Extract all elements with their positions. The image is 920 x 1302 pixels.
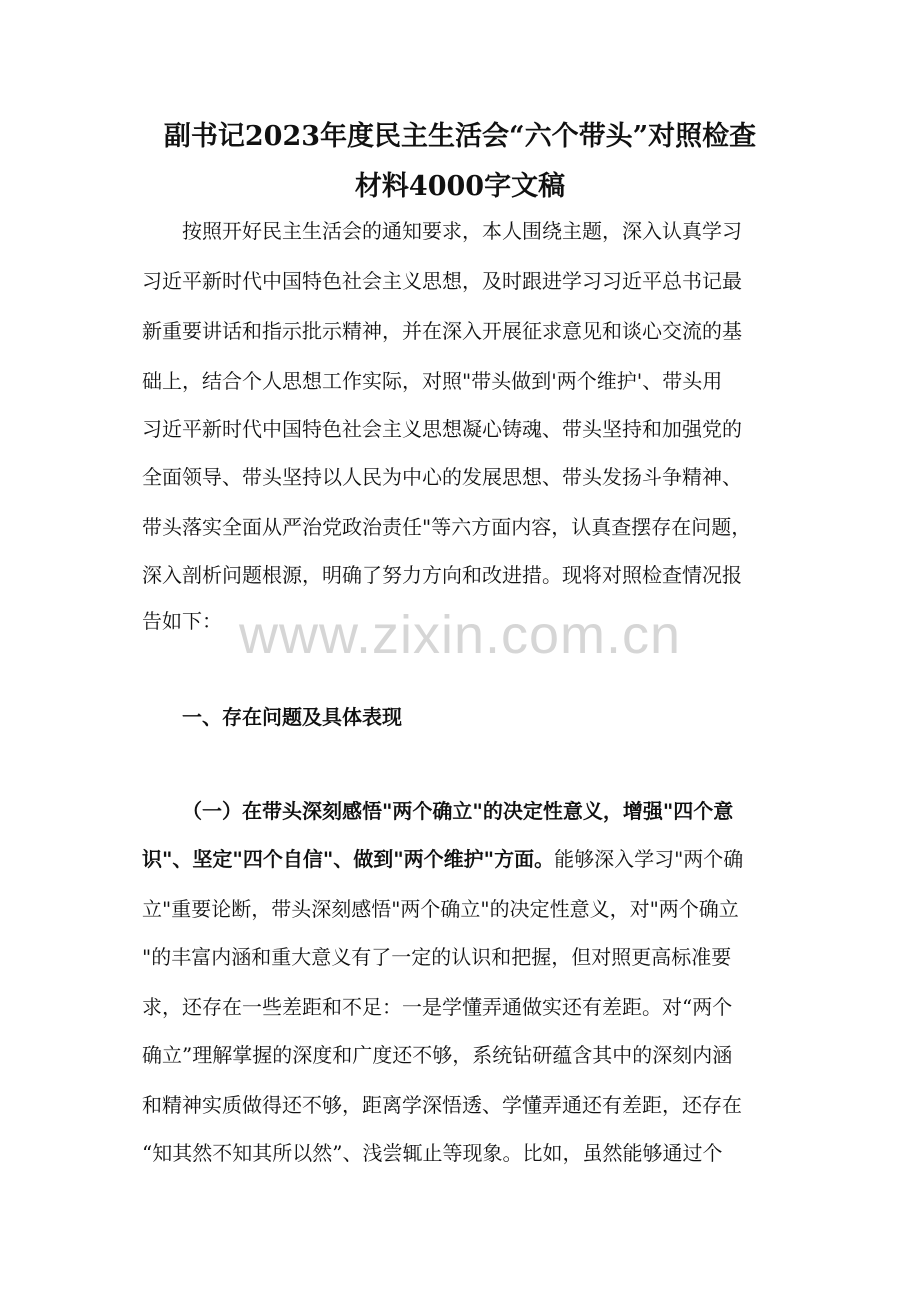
subsection-heading-end: 识"、坚定"四个自信"、做到"两个维护"方面。 [142, 847, 555, 871]
title-line-1: 副书记2023年度民主生活会“六个带头”对照检查 [163, 121, 757, 152]
body-line: 求，还存在一些差距和不足：一是学懂弄通做实还有差距。对“两个 [142, 995, 733, 1019]
intro-line: 习近平新时代中国特色社会主义思想凝心铸魂、带头坚持和加强党的 [142, 417, 742, 441]
intro-line: 础上，结合个人思想工作实际，对照"带头做到'两个维护'、带头用 [142, 369, 723, 393]
watermark: www.zixin.com.cn [238, 605, 682, 665]
intro-line: 新重要讲话和指示批示精神，并在深入开展征求意见和谈心交流的基 [142, 319, 742, 343]
title-line-2: 材料4000字文稿 [354, 171, 566, 202]
section-heading: 一、存在问题及具体表现 [182, 705, 402, 729]
body-line: "的丰富内涵和重大意义有了一定的认识和把握，但对照更高标准要 [142, 945, 732, 969]
body-line: 确立”理解掌握的深度和广度还不够，系统钻研蕴含其中的深刻内涵 [142, 1043, 733, 1067]
intro-line: 按照开好民主生活会的通知要求，本人围绕主题，深入认真学习 [182, 219, 742, 243]
body-line: “知其然不知其所以然”、浅尝辄止等现象。比如，虽然能够通过个 [142, 1141, 723, 1165]
intro-line: 带头落实全面从严治党政治责任"等六方面内容，认真查摆存在问题， [142, 515, 752, 539]
body-line: 和精神实质做得还不够，距离学深悟透、学懂弄通还有差距，还存在 [142, 1093, 742, 1117]
body-line: 立"重要论断，带头深刻感悟"两个确立"的决定性意义，对"两个确立 [142, 897, 739, 921]
intro-line: 习近平新时代中国特色社会主义思想，及时跟进学习习近平总书记最 [142, 269, 742, 293]
subsection-line [142, 844, 792, 874]
subsection-text: 能够深入学习"两个确 [554, 847, 744, 871]
intro-line: 深入剖析问题根源，明确了努力方向和改进措。现将对照检查情况报 [142, 563, 742, 587]
intro-line: 告如下： [142, 609, 222, 633]
subsection-heading: （一）在带头深刻感悟"两个确立"的决定性意义，增强"四个意 [182, 799, 734, 823]
intro-line: 全面领导、带头坚持以人民为中心的发展思想、带头发扬斗争精神、 [142, 465, 742, 489]
